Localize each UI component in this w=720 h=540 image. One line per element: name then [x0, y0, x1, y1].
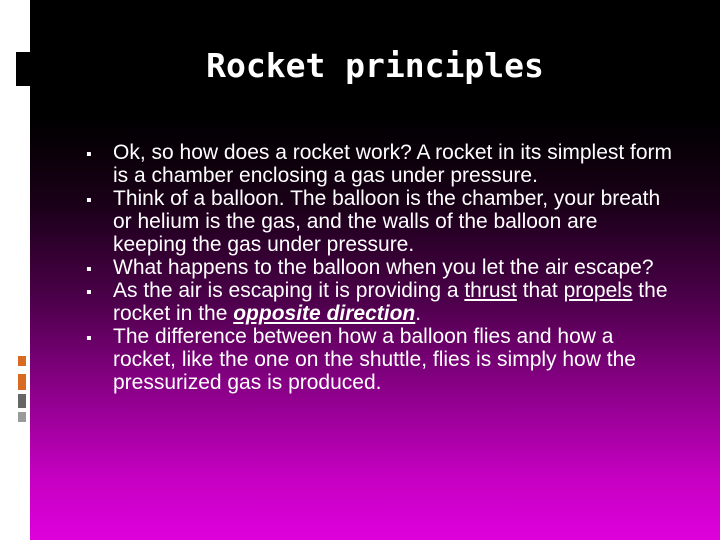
bullet-text: Ok, so how does a rocket work? A rocket in its simplest form is a chamber enclosing a gas under pressure. [113, 141, 673, 187]
bullet-text: What happens to the balloon when you let the air escape? [113, 256, 654, 279]
bullet-item [86, 325, 676, 394]
slide-title: Rocket principles [206, 46, 544, 85]
bullet-text-part: the rocket in the [113, 279, 668, 325]
decorative-bar-black [16, 52, 30, 86]
bullet-item [86, 187, 676, 256]
bullet-item [86, 256, 676, 279]
bullet-square-icon: ▪ [86, 330, 92, 347]
decorative-bar-gray-light [18, 412, 26, 422]
bullet-text: Think of a balloon. The balloon is the chamber, your breath or helium is the gas, and the walls of the balloon are keeping the gas under pressure. [113, 187, 661, 256]
opposite-direction-term: opposite direction [233, 302, 416, 325]
bullet-text-part: that [516, 279, 564, 302]
bullet-square-icon: ▪ [86, 146, 92, 163]
bullet-item [86, 279, 676, 325]
decorative-bar-orange-bottom [18, 374, 26, 390]
bullet-square-icon: ▪ [86, 192, 92, 209]
propels-term: propels [563, 279, 633, 302]
bullet-square-icon: ▪ [86, 261, 92, 278]
decorative-bar-orange-top [18, 356, 26, 366]
bullet-text-part: . [415, 302, 422, 325]
bullet-text-part: As the air is escaping it is providing a [113, 279, 465, 302]
decorative-bar-gray-dark [18, 394, 26, 408]
thrust-term: thrust [464, 279, 517, 302]
bullet-item [86, 141, 676, 187]
bullet-square-icon: ▪ [86, 284, 92, 301]
bullet-list [86, 141, 676, 394]
bullet-text: The difference between how a balloon flies and how a rocket, like the one on the shuttle, flies is simply how the pressurized gas is produced. [113, 325, 636, 394]
